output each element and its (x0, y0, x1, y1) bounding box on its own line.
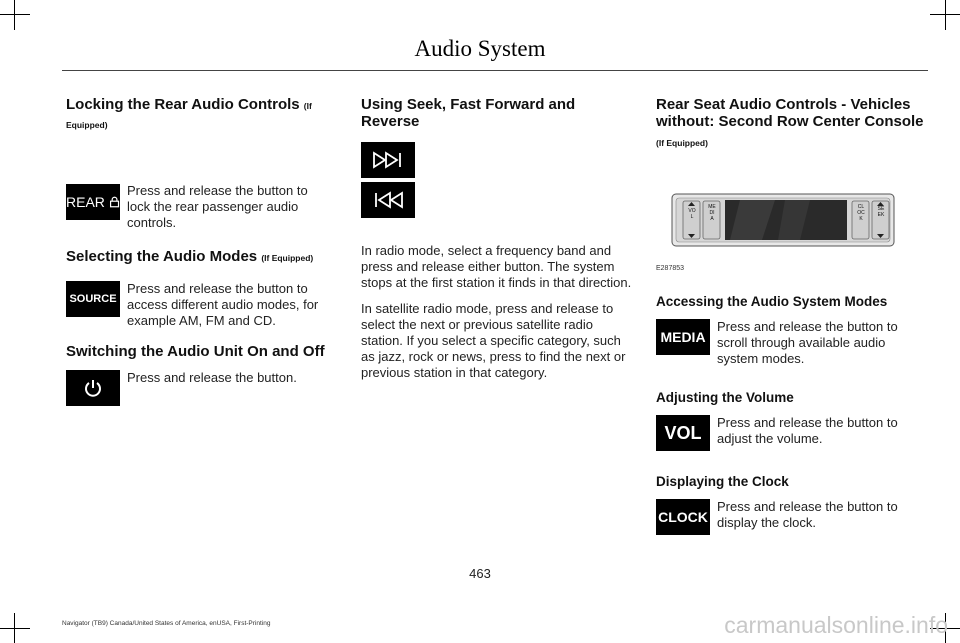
crop-mark (0, 628, 30, 629)
seek-paragraph-satellite: In satellite radio mode, press and release to select the next or previous satellite radio station. If you select a specific category, such as jazz, rock or news, press to find the next or previous station in that category. (361, 301, 626, 380)
modes-description: Press and release the button to access different audio modes, for example AM, FM and CD. (127, 281, 319, 328)
crop-mark (14, 0, 15, 30)
right-column (656, 96, 928, 539)
crop-mark (930, 14, 960, 15)
clock-description: Press and release the button to display the clock. (717, 499, 898, 530)
accessing-description: Press and release the button to scroll through available audio system modes. (717, 319, 898, 366)
locking-heading: Locking the Rear Audio Controls (If Equipped) (66, 96, 312, 130)
header-divider (62, 70, 928, 71)
seek-forward-button (361, 142, 415, 178)
figure-seek-label: SEEK (877, 206, 885, 218)
document-info: Navigator (TB9) Canada/United States of America, enUSA, First-Printing (62, 620, 271, 627)
seek-backward-icon (372, 191, 404, 209)
rear-lock-button: REAR (66, 184, 120, 220)
middle-column (361, 96, 633, 381)
page-number: 463 (469, 566, 491, 581)
power-description: Press and release the button. (127, 370, 297, 385)
seek-backward-button (361, 182, 415, 218)
figure-vol-label: VOL (688, 208, 696, 220)
volume-description: Press and release the button to adjust the volume. (717, 415, 898, 446)
figure-id: E287853 (656, 265, 685, 272)
crop-mark (0, 14, 30, 15)
figure-media-label: MEDIA (708, 204, 716, 222)
seek-forward-icon (372, 151, 404, 169)
seek-paragraph-radio: In radio mode, select a frequency band and press and release either button. The system stops at the first station it finds in that direction. (361, 243, 632, 290)
crop-mark (945, 0, 946, 30)
rear-seat-heading: Rear Seat Audio Controls - Vehicles without: Second Row Center Console (656, 96, 924, 130)
rear-seat-controls-figure (656, 148, 928, 278)
lock-icon (109, 195, 120, 209)
accessing-heading: Accessing the Audio System Modes (656, 294, 888, 309)
modes-heading: Selecting the Audio Modes (If Equipped) (66, 248, 314, 265)
source-button: SOURCE (66, 281, 120, 317)
watermark: carmanualsonline.info (724, 612, 948, 638)
volume-heading: Adjusting the Volume (656, 390, 794, 405)
rear-seat-if-equipped: (If Equipped) (656, 138, 708, 148)
power-heading: Switching the Audio Unit On and Off (66, 343, 325, 360)
locking-description: Press and release the button to lock the rear passenger audio controls. (127, 183, 308, 230)
vol-button: VOL (656, 415, 710, 451)
figure-clock-label: CLOCK (857, 204, 865, 222)
clock-heading: Displaying the Clock (656, 474, 789, 489)
seek-heading: Using Seek, Fast Forward and Reverse (361, 96, 576, 130)
media-button: MEDIA (656, 319, 710, 355)
page-title: Audio System (414, 36, 546, 61)
power-button (66, 370, 120, 406)
left-column (66, 96, 336, 410)
power-icon (82, 377, 104, 399)
clock-button: CLOCK (656, 499, 710, 535)
